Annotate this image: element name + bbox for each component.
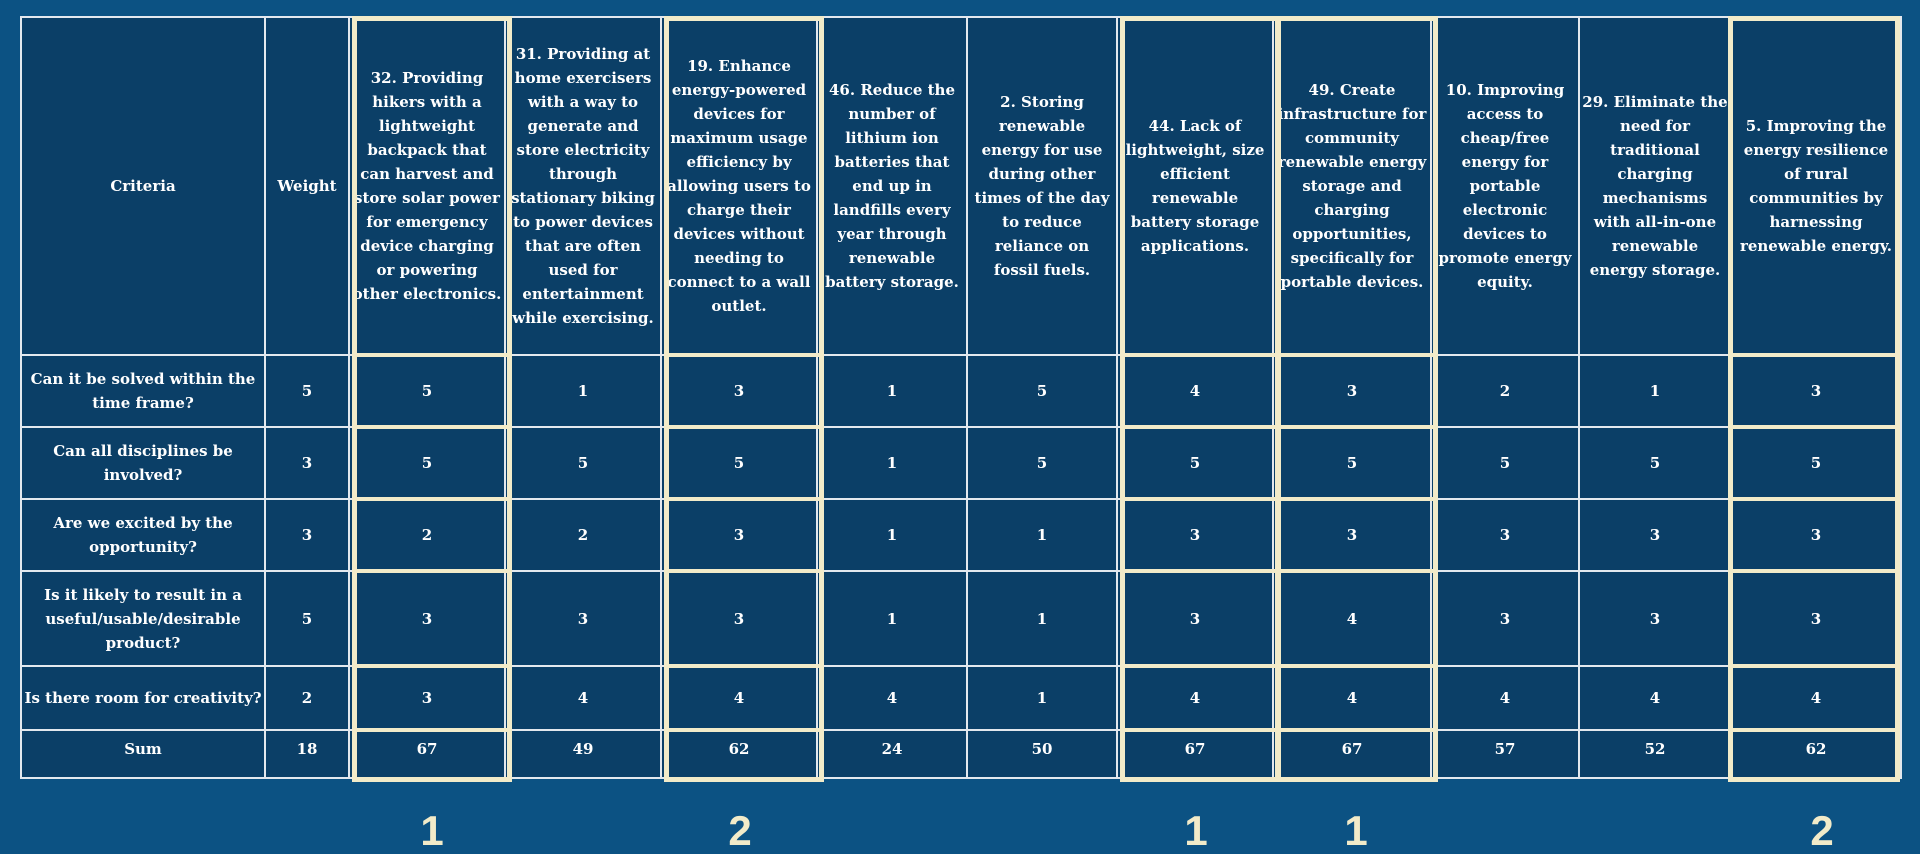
score-cell: 5 [967,355,1117,427]
score-cell: 1 [967,571,1117,666]
ranking-label: 1 [1184,807,1208,854]
score-cell: 4 [1117,355,1273,427]
score-cell: 5 [1273,427,1431,499]
score-cell: 1 [817,571,967,666]
score-cell: 3 [1731,355,1901,427]
score-cell: 5 [505,427,661,499]
weight-cell: 5 [265,571,349,666]
score-cell: 3 [1117,571,1273,666]
score-cell: 3 [1731,571,1901,666]
score-cell: 5 [967,427,1117,499]
score-cell: 1 [1579,355,1731,427]
score-cell: 3 [1117,499,1273,571]
score-cell: 5 [1579,427,1731,499]
criteria-row [21,499,1901,571]
weight-cell: 3 [265,499,349,571]
score-cell: 2 [505,499,661,571]
score-cell: 1 [967,499,1117,571]
option-header: 46. Reduce the number of lithium ion batteries that end up in landfills every year through renewable battery storage. [817,17,967,355]
score-cell: 3 [661,499,817,571]
score-cell: 4 [661,666,817,730]
sum-cell: 50 [967,730,1117,778]
score-cell: 3 [661,355,817,427]
weight-cell: 3 [265,427,349,499]
option-header: 19. Enhance energy-powered devices for maximum usage efficiency by allowing users to charge their devices without needing to connect to a wall outlet. [661,17,817,355]
criteria-row [21,571,1901,666]
sum-cell: 67 [349,730,505,778]
score-cell: 3 [505,571,661,666]
criteria-label: Are we excited by the opportunity? [21,499,265,571]
ranking-label: 1 [420,807,444,854]
score-cell: 1 [967,666,1117,730]
score-cell: 3 [1579,499,1731,571]
score-cell: 4 [817,666,967,730]
weight-cell: 2 [265,666,349,730]
score-cell: 5 [349,355,505,427]
score-cell: 4 [505,666,661,730]
criteria-row [21,427,1901,499]
sum-cell: 67 [1273,730,1431,778]
score-cell: 2 [1431,355,1579,427]
sum-cell: 57 [1431,730,1579,778]
sum-cell: 67 [1117,730,1273,778]
weight-header: Weight [265,17,349,355]
score-cell: 4 [1273,666,1431,730]
sum-row [21,730,1901,778]
option-header: 5. Improving the energy resilience of rural communities by harnessing renewable energy. [1731,17,1901,355]
weight-cell: 5 [265,355,349,427]
criteria-row [21,355,1901,427]
score-cell: 5 [661,427,817,499]
option-header: 31. Providing at home exercisers with a way to generate and store electricity through stationary biking to power devices that are often used for entertainment while exercising. [505,17,661,355]
ranking-label: 2 [1810,807,1834,854]
score-cell: 2 [349,499,505,571]
score-cell: 3 [1273,499,1431,571]
sum-label: Sum [21,730,265,778]
weight-sum-cell: 18 [265,730,349,778]
score-cell: 4 [1431,666,1579,730]
score-cell: 5 [1431,427,1579,499]
score-cell: 3 [661,571,817,666]
score-cell: 5 [1731,427,1901,499]
score-cell: 3 [349,571,505,666]
decision-matrix-table [20,16,1902,779]
score-cell: 3 [1431,499,1579,571]
score-cell: 4 [1731,666,1901,730]
option-header: 10. Improving access to cheap/free energy for portable electronic devices to promote energy equity. [1431,17,1579,355]
decision-matrix [20,16,1900,786]
score-cell: 3 [1579,571,1731,666]
option-header: 29. Eliminate the need for traditional charging mechanisms with all-in-one renewable energy storage. [1579,17,1731,355]
header-row [21,17,1901,355]
score-cell: 5 [1117,427,1273,499]
criteria-header: Criteria [21,17,265,355]
option-header: 32. Providing hikers with a lightweight backpack that can harvest and store solar power for emergency device charging or powering other electronics. [349,17,505,355]
score-cell: 3 [1731,499,1901,571]
criteria-label: Can it be solved within the time frame? [21,355,265,427]
ranking-label: 1 [1344,807,1368,854]
ranking-label: 2 [728,807,752,854]
criteria-row [21,666,1901,730]
score-cell: 1 [817,499,967,571]
score-cell: 1 [817,427,967,499]
sum-cell: 49 [505,730,661,778]
criteria-label: Is it likely to result in a useful/usable/desirable product? [21,571,265,666]
score-cell: 3 [1273,355,1431,427]
criteria-label: Is there room for creativity? [21,666,265,730]
score-cell: 1 [505,355,661,427]
score-cell: 5 [349,427,505,499]
criteria-label: Can all disciplines be involved? [21,427,265,499]
score-cell: 1 [817,355,967,427]
option-header: 2. Storing renewable energy for use during other times of the day to reduce reliance on fossil fuels. [967,17,1117,355]
sum-cell: 52 [1579,730,1731,778]
option-header: 44. Lack of lightweight, size efficient renewable battery storage applications. [1117,17,1273,355]
score-cell: 4 [1579,666,1731,730]
score-cell: 4 [1117,666,1273,730]
sum-cell: 62 [661,730,817,778]
sum-cell: 24 [817,730,967,778]
score-cell: 3 [1431,571,1579,666]
score-cell: 4 [1273,571,1431,666]
sum-cell: 62 [1731,730,1901,778]
score-cell: 3 [349,666,505,730]
option-header: 49. Create infrastructure for community renewable energy storage and charging opportunities, specifically for portable devices. [1273,17,1431,355]
